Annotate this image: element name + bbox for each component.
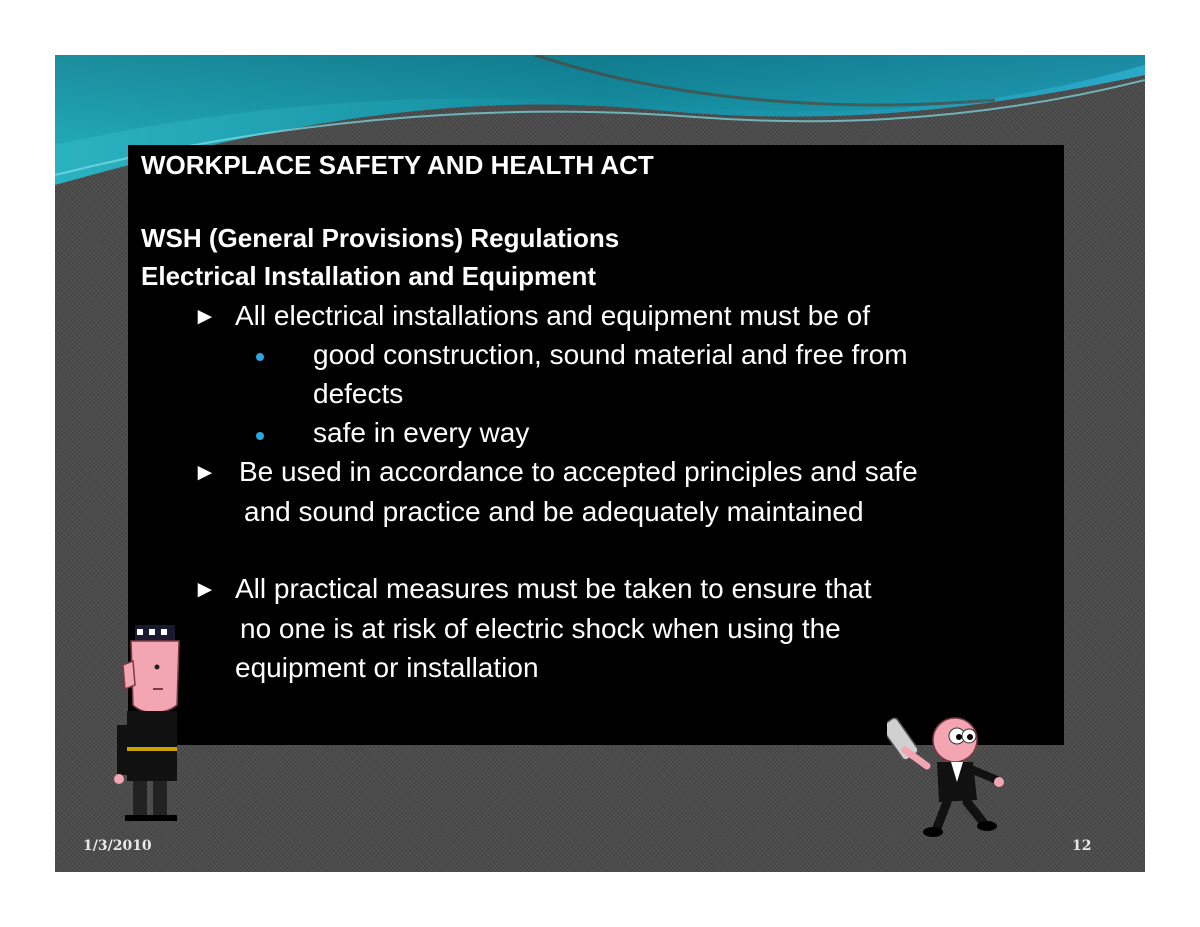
slide-number: 12 xyxy=(1072,838,1092,854)
sub-bullet-dot-icon xyxy=(256,432,264,440)
bullet-3-line-2: no one is at risk of electric shock when using the xyxy=(240,613,841,644)
bullet-3-line-1: All practical measures must be taken to ensure that xyxy=(235,573,872,604)
sub-bullet-2-line-1: safe in every way xyxy=(313,417,530,448)
arrow-bullet-icon: ► xyxy=(193,303,217,330)
sub-bullet-1-line-1: good construction, sound material and free from xyxy=(313,339,908,370)
slide-title: WORKPLACE SAFETY AND HEALTH ACT xyxy=(141,150,654,180)
bullet-3-line-3: equipment or installation xyxy=(235,652,539,683)
running-man-with-phone-icon xyxy=(887,710,1017,840)
arrow-bullet-icon: ► xyxy=(193,459,217,486)
section-subtitle: Electrical Installation and Equipment xyxy=(141,261,597,291)
sub-bullet-1-line-2: defects xyxy=(313,378,404,409)
guard-cartoon-icon xyxy=(103,615,183,825)
slide xyxy=(55,55,1145,872)
bullet-2-line-1: Be used in accordance to accepted principles and safe xyxy=(239,456,918,487)
footer-date: 1/3/2010 xyxy=(83,838,152,854)
sub-bullet-dot-icon xyxy=(256,353,264,361)
arrow-bullet-icon: ► xyxy=(193,576,217,603)
bullet-1-line-1: All electrical installations and equipment must be of xyxy=(235,300,871,331)
regulation-subtitle: WSH (General Provisions) Regulations xyxy=(141,223,620,253)
bullet-2-line-2: and sound practice and be adequately maintained xyxy=(244,496,864,527)
